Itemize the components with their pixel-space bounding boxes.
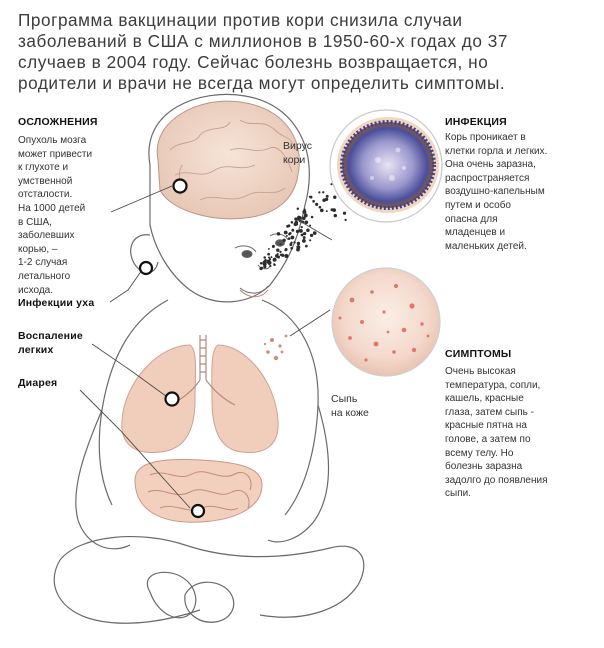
brain-marker [174, 180, 187, 193]
droplet [303, 236, 306, 239]
droplet [268, 263, 270, 265]
ear-marker [140, 262, 152, 274]
droplet [272, 245, 275, 248]
droplet [281, 254, 284, 257]
droplet [269, 258, 271, 260]
droplet [291, 236, 295, 240]
droplet [344, 219, 346, 221]
droplet [260, 262, 263, 265]
virus-label: Вирус кори [283, 140, 312, 166]
droplet [299, 229, 303, 233]
droplet [263, 262, 266, 265]
droplet [322, 191, 324, 193]
ear-infection-label: Инфекции уха [18, 297, 95, 309]
droplet [319, 206, 322, 209]
droplet [326, 210, 328, 212]
droplet [291, 221, 294, 224]
droplet [273, 258, 277, 262]
droplet [270, 256, 272, 258]
droplet [295, 221, 299, 225]
droplet [286, 225, 289, 228]
headline-line-1: Программа вакцинации против кори снизила случаи [18, 10, 463, 30]
infection-title: ИНФЕКЦИЯ [445, 116, 507, 128]
droplet [279, 243, 281, 245]
pneumonia-label: Воспаление легких [18, 330, 83, 356]
headline-line-3: случаев в 2004 году. Сейчас болезнь возвращается, но [18, 52, 489, 72]
skin-rash-magnified-view [332, 268, 440, 376]
rash-label: Сыпь на коже [331, 393, 369, 419]
droplet [276, 248, 279, 251]
intestine-marker [192, 505, 204, 517]
droplet [313, 231, 317, 235]
droplet [285, 248, 288, 251]
droplet [315, 203, 318, 206]
droplet [334, 214, 337, 217]
droplet [294, 217, 297, 220]
droplet [279, 251, 281, 253]
brain [157, 101, 299, 219]
droplet [343, 212, 346, 215]
droplet [297, 243, 299, 245]
droplet [290, 247, 293, 250]
rash-spots [264, 335, 288, 361]
headline-line-2: заболеваний в США с миллионов в 1950-60-х годах до 37 [18, 31, 509, 51]
symptoms-title: СИМПТОМЫ [445, 348, 512, 360]
droplet [273, 263, 275, 265]
diarrhea-label: Диарея [18, 377, 58, 389]
droplet [284, 254, 288, 258]
infection-text: Корь проникает в клетки горла и легких. Она очень заразна, распространяется воздушно-капельным путем и особо опасна для младенцев и маленьких детей. [445, 132, 548, 252]
droplet [304, 213, 308, 217]
droplet [312, 200, 315, 203]
droplet [305, 245, 308, 248]
droplet [288, 237, 291, 240]
droplet [304, 220, 308, 224]
complications-text: Опухоль мозга может привести к глухоте и умственной отсталости. На 1000 детей в США, заболевших корью, – 1-2 случая летального исхода. [18, 135, 93, 296]
droplet [289, 232, 292, 235]
droplet [309, 239, 311, 241]
droplet [297, 208, 299, 210]
droplet [268, 248, 270, 250]
droplet [296, 230, 299, 233]
droplet [306, 228, 310, 232]
droplet [318, 191, 320, 193]
droplet [310, 234, 313, 237]
headline [18, 10, 594, 94]
droplet [290, 242, 292, 244]
droplet [267, 253, 270, 256]
droplet [302, 239, 306, 243]
droplet [304, 209, 306, 211]
droplet [311, 216, 314, 219]
droplet [291, 229, 294, 232]
droplet [326, 195, 329, 198]
droplet [277, 255, 280, 258]
droplet [263, 256, 266, 259]
droplet [282, 239, 285, 242]
droplet [277, 232, 280, 235]
virus-magnified-view [330, 110, 442, 222]
droplet [296, 248, 300, 252]
droplet [320, 209, 324, 213]
droplet [284, 231, 288, 235]
droplet [303, 233, 305, 235]
droplet [301, 226, 303, 228]
droplet [269, 265, 271, 267]
droplet [261, 267, 263, 269]
lung-marker [166, 393, 179, 406]
droplet [322, 198, 326, 202]
droplet [310, 196, 313, 199]
droplet [286, 235, 288, 237]
complications-title: ОСЛОЖНЕНИЯ [18, 116, 98, 128]
headline-line-4: родители и врачи не всегда могут определить симптомы. [18, 73, 506, 93]
symptoms-text: Очень высокая температура, сопли, кашель, красные глаза, затем сыпь - красные пятна на голове, а затем по всему телу. Но болезнь заразна задолго до появления сыпи. [445, 366, 548, 500]
droplet [298, 216, 302, 220]
droplet [333, 195, 336, 198]
droplet [293, 241, 295, 243]
droplet [332, 208, 336, 212]
